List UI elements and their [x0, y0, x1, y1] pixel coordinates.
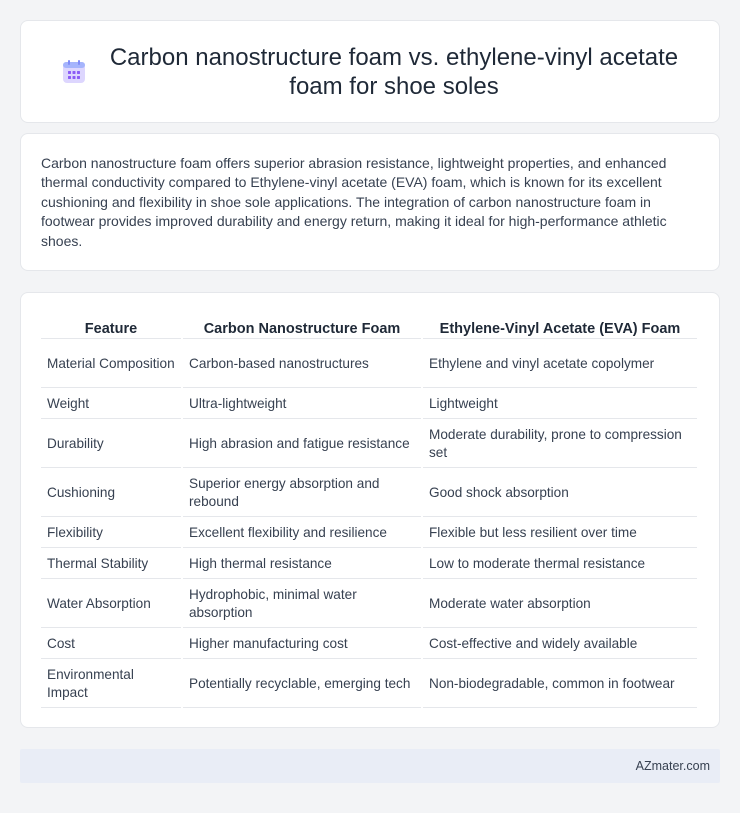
table-row: [41, 341, 697, 388]
row-carbon: Potentially recyclable, emerging tech: [183, 661, 421, 708]
title-wrap: [21, 21, 719, 122]
row-eva: Non-biodegradable, common in footwear: [423, 661, 697, 708]
row-eva: Moderate durability, prone to compression set: [423, 421, 697, 468]
row-eva: Lightweight: [423, 390, 697, 419]
table-header-row: [41, 315, 697, 339]
row-eva: Ethylene and vinyl acetate copolymer: [423, 341, 697, 388]
row-feature: Material Composition: [41, 341, 181, 388]
row-carbon: High thermal resistance: [183, 550, 421, 579]
row-feature: Flexibility: [41, 519, 181, 548]
row-eva: Good shock absorption: [423, 470, 697, 517]
table-row: [41, 581, 697, 628]
table-row: [41, 550, 697, 579]
row-carbon: High abrasion and fatigue resistance: [183, 421, 421, 468]
calendar-icon: [61, 59, 87, 85]
row-eva: Flexible but less resilient over time: [423, 519, 697, 548]
header-eva: Ethylene-Vinyl Acetate (EVA) Foam: [423, 315, 697, 339]
table-row: [41, 519, 697, 548]
title-card: [20, 20, 720, 123]
page-title: Carbon nanostructure foam vs. ethylene-vinyl acetate foam for shoe soles: [109, 43, 679, 100]
row-feature: Environmental Impact: [41, 661, 181, 708]
row-carbon: Higher manufacturing cost: [183, 630, 421, 659]
footer-site-link[interactable]: AZmater.com: [635, 759, 710, 773]
row-carbon: Excellent flexibility and resilience: [183, 519, 421, 548]
comparison-table: [39, 313, 699, 710]
intro-card: [20, 133, 720, 271]
table-row: [41, 630, 697, 659]
table-row: [41, 421, 697, 468]
row-feature: Water Absorption: [41, 581, 181, 628]
row-carbon: Ultra-lightweight: [183, 390, 421, 419]
row-feature: Cost: [41, 630, 181, 659]
intro-paragraph: Carbon nanostructure foam offers superior abrasion resistance, lightweight properties, and enhanced thermal conductivity compared to Ethylene-vinyl acetate (EVA) foam, which is known for its excellent cushioning and flexibility in shoe sole applications. The integration of carbon nanostructure foam in footwear provides improved durability and energy return, making it ideal for high-performance athletic shoes.: [41, 155, 667, 249]
row-feature: Thermal Stability: [41, 550, 181, 579]
row-eva: Cost-effective and widely available: [423, 630, 697, 659]
row-feature: Cushioning: [41, 470, 181, 517]
footer-bar: [20, 749, 720, 783]
row-carbon: Carbon-based nanostructures: [183, 341, 421, 388]
header-carbon: Carbon Nanostructure Foam: [183, 315, 421, 339]
row-carbon: Hydrophobic, minimal water absorption: [183, 581, 421, 628]
row-carbon: Superior energy absorption and rebound: [183, 470, 421, 517]
table-row: [41, 661, 697, 708]
comparison-table-card: [20, 292, 720, 728]
table-row: [41, 390, 697, 419]
row-feature: Durability: [41, 421, 181, 468]
row-eva: Moderate water absorption: [423, 581, 697, 628]
row-feature: Weight: [41, 390, 181, 419]
table-row: [41, 470, 697, 517]
row-eva: Low to moderate thermal resistance: [423, 550, 697, 579]
header-feature: Feature: [41, 315, 181, 339]
